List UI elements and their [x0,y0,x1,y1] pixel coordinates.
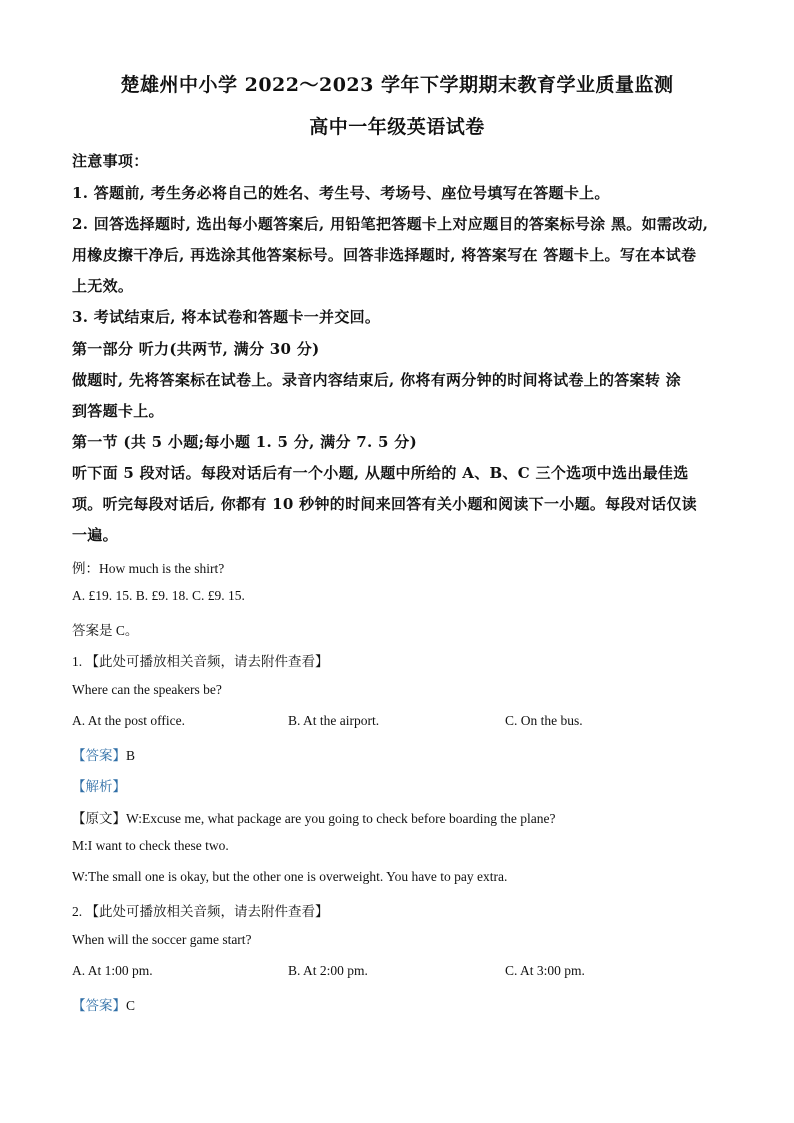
section1-intro-line-3: 一遍。 [72,526,118,544]
question-2-option-b: B. At 2:00 pm. [288,963,368,978]
page-title: 楚雄州中小学 2022～2023 学年下学期期末教育学业质量监测 [120,74,674,96]
question-1-option-a: A. At the post office. [72,713,185,728]
question-1-text: Where can the speakers be? [72,682,222,697]
part1-intro-line-2: 到答题卡上。 [72,402,164,420]
transcript-line: W:Excuse me, what package are you going to check before boarding the plane? [126,811,556,826]
example-answer: 答案是 C。 [72,623,139,638]
question-1-transcript-1 [72,807,555,827]
section1-heading: 第一节 (共 5 小题;每小题 1. 5 分, 满分 7. 5 分) [72,433,418,451]
part1-heading: 第一部分 听力(共两节, 满分 30 分) [72,340,320,358]
question-2-answer [72,994,135,1014]
question-1-option-c: C. On the bus. [505,713,583,728]
question-2-text: When will the soccer game start? [72,932,252,947]
example-options: A. £19. 15. B. £9. 18. C. £9. 15. [72,588,245,603]
notice-item-2-line-1: 2. 回答选择题时, 选出每小题答案后, 用铅笔把答题卡上对应题目的答案标号涂 黑。如需改动, [72,215,709,233]
transcript-tag: 【原文】 [72,811,126,826]
example-question: 例：How much is the shirt? [72,561,225,576]
answer-tag: 【答案】 [72,748,126,763]
question-2-number: 2. [72,904,86,919]
part1-intro-line-1: 做题时, 先将答案标在试卷上。录音内容结束后, 你将有两分钟的时间将试卷上的答案转 涂 [72,371,682,389]
answer-tag: 【答案】 [72,998,126,1013]
question-1-header [72,650,329,670]
notice-item-3: 3. 考试结束后, 将本试卷和答题卡一并交回。 [72,308,381,326]
question-2-header [72,900,329,920]
answer-value: C [126,998,136,1013]
question-1-answer [72,744,135,764]
question-2-option-a: A. At 1:00 pm. [72,963,153,978]
analysis-tag: 【解析】 [72,779,126,794]
question-1-analysis [72,775,126,795]
question-2-option-c: C. At 3:00 pm. [505,963,585,978]
notice-item-1: 1. 答题前, 考生务必将自己的姓名、考生号、考场号、座位号填写在答题卡上。 [72,184,610,202]
question-1-transcript-2: M:I want to check these two. [72,838,229,853]
section1-intro-line-1: 听下面 5 段对话。每段对话后有一个小题, 从题中所给的 A、B、C 三个选项中选出最佳选 [72,464,689,482]
answer-value: B [126,748,136,763]
question-1-number: 1. [72,654,86,669]
notice-item-2-line-3: 上无效。 [72,277,134,295]
notice-item-2-line-2: 用橡皮擦干净后, 再选涂其他答案标号。回答非选择题时, 将答案写在 答题卡上。写在本试卷 [72,246,697,264]
question-2-audio-note[interactable]: 【此处可播放相关音频，请去附件查看】 [85,904,329,919]
question-1-option-b: B. At the airport. [288,713,380,728]
notice-heading: 注意事项： [72,152,149,170]
section1-intro-line-2: 项。听完每段对话后, 你都有 10 秒钟的时间来回答有关小题和阅读下一小题。每段对话仅读 [72,495,697,513]
page-subtitle: 高中一年级英语试卷 [309,116,485,138]
question-1-transcript-3: W:The small one is okay, but the other one is overweight. You have to pay extra. [72,869,508,884]
question-1-audio-note[interactable]: 【此处可播放相关音频，请去附件查看】 [85,654,329,669]
